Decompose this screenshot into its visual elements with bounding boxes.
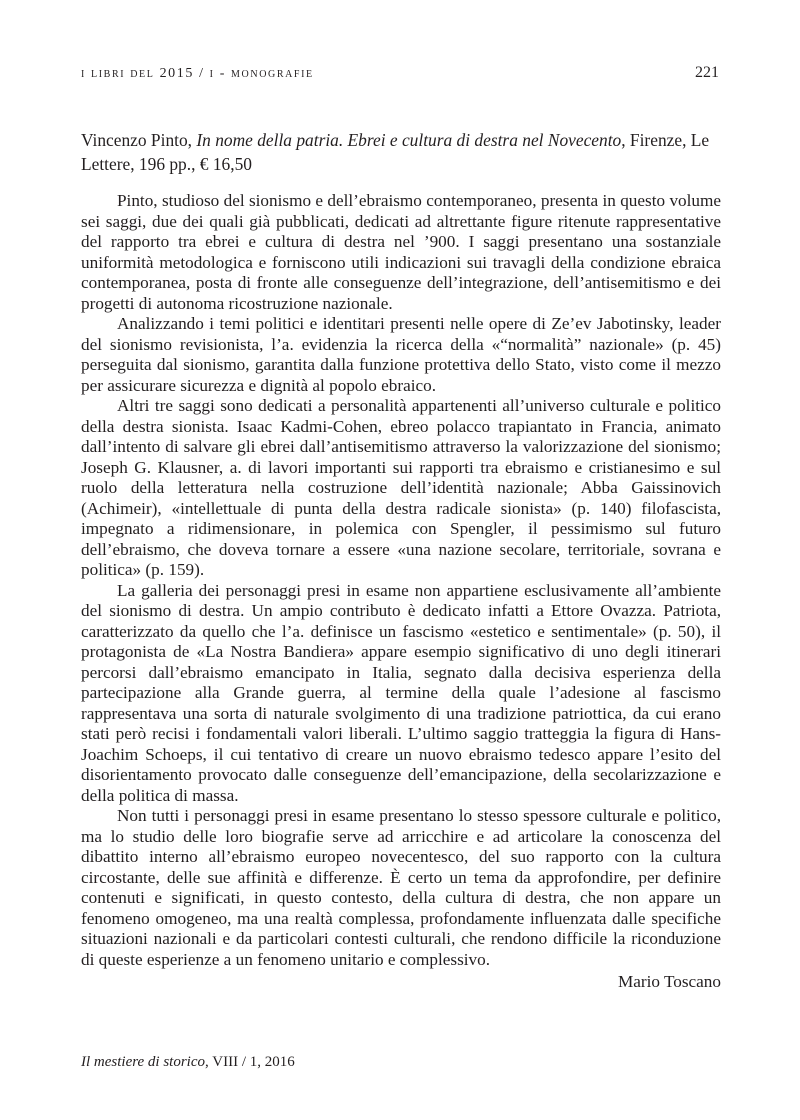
paragraph: Analizzando i temi politici e identitari presenti nelle opere di Ze’ev Jabotinsky, leader del sionismo revisionista, l’a. evidenzia la ricerca della «“normalità” nazionale» (p. 45) perseguita dal sionismo, garantita dalla funzione protettiva dello Stato, visto come il mezzo per assicurare sicurezza e dignità al popolo ebraico. [81,314,721,395]
journal-footer [81,1054,295,1071]
book-title: In nome della patria. Ebrei e cultura di destra nel Novecento [196,130,622,150]
reviewer-signature: Mario Toscano [617,972,721,991]
review-body [81,191,721,993]
paragraph: Non tutti i personaggi presi in esame presentano lo stesso spessore culturale e politico, ma lo studio delle loro biografie serve ad arricchire e ad articolare la conoscenza del dibattito interno all’ebraismo europeo novecentesco, del suo rapporto con la cultura circostante, delle sue affinità e differenze. È certo un tema da approfondire, per definire contenuti e significati, in questo contesto, della cultura di destra, che non appare un fenomeno omogeneo, ma una realtà complessa, profondamente influenzata dalle specifiche situazioni nazionali e da particolari contesti culturali, che rendono difficile la riconduzione di queste esperienze a un fenomeno unitario e complessivo. [81,806,721,969]
journal-name: Il mestiere di storico [81,1054,206,1070]
running-head-title: i libri del 2015 / i - monografie [81,66,314,81]
journal-issue: , VIII / 1, 2016 [205,1054,295,1070]
review-header [81,128,721,176]
publication-info: , Firenze, Le Lettere, 196 pp., € 16,50 [81,130,710,174]
paragraph: La galleria dei personaggi presi in esame non appartiene esclusivamente all’ambiente del sionismo di destra. Un ampio contributo è dedicato infatti a Ettore Ovazza. Patriota, caratterizzato da quello che l’a. definisce un fascismo «estetico e sentimentale» (p. 50), il protagonista de «La Nostra Bandiera» appare esempio significativo di uno degli itinerari percorsi dall’ebraismo emancipato in Italia, segnato dalla decisiva esperienza della partecipazione alla Grande guerra, al termine della quale l’adesione al fascismo rappresentava una sorta di naturale svolgimento di una tradizione patriottica, da cui erano stati però recisi i fondamentali valori liberali. L’ultimo saggio tratteggia la figura di Hans-Joachim Schoeps, il cui tentativo di creare un nuovo ebraismo tedesco appare l’esito del disorientamento provocato dalle conseguenze dell’emancipazione, della secolarizzazione e della politica di massa. [81,580,721,805]
running-head [81,64,719,88]
book-author: Vincenzo Pinto, [81,130,193,150]
page-number: 221 [695,64,719,81]
paragraph: Altri tre saggi sono dedicati a personalità appartenenti all’universo culturale e politico della destra sionista. Isaac Kadmi-Cohen, ebreo polacco trapiantato in Francia, animato dall’intento di salvare gli ebrei dall’antisemitismo attraverso la valorizzazione del sionismo; Joseph G. Klausner, a. di lavori importanti sui rapporti tra ebraismo e cristianesimo e sul ruolo della letteratura nella costruzione dell’identità nazionale; Abba Gaissinovich (Achimeir), «intellettuale di punta della destra radicale sionista» (p. 140) filofascista, impegnato a ridimensionare, in polemica con Spengler, il pessimismo sul futuro dell’ebraismo, che doveva tornare a essere «una nazione secolare, territoriale, sovrana e politica» (p. 159). [81,396,721,579]
paragraph: Pinto, studioso del sionismo e dell’ebraismo contemporaneo, presenta in questo volume sei saggi, due dei quali già pubblicati, dedicati ad altrettante figure ritenute rappresentative del rapporto tra ebrei e cultura di destra nel ’900. I saggi presentano una sostanziale uniformità metodologica e forniscono utili indicazioni sui travagli della condizione ebraica contemporanea, posta di fronte alle conseguenze dell’integrazione, dell’antisemitismo e dei progetti di autonoma ricostruzione nazionale. [81,191,721,313]
